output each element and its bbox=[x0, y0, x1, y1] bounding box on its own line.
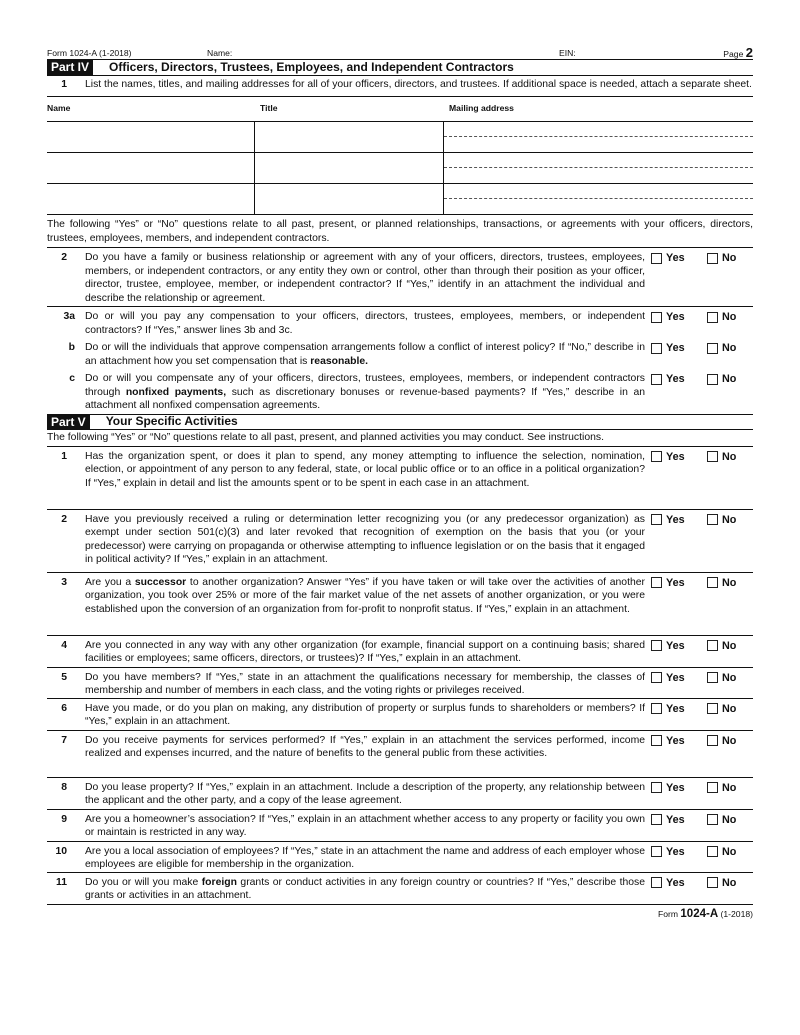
no-label: No bbox=[722, 373, 737, 386]
checkbox-box[interactable] bbox=[707, 877, 718, 888]
checkbox-box[interactable] bbox=[651, 374, 662, 385]
question-text-part: Are you connected in any way with any other organization (for example, financial support on a continuing basis; shared facilities or employees; same officers, directors, or trustees)? If “Yes,” explain in an attachment. bbox=[85, 639, 645, 665]
footer-revision: (1-2018) bbox=[720, 908, 753, 919]
no-checkbox[interactable] bbox=[707, 845, 736, 859]
checkbox-box[interactable] bbox=[651, 253, 662, 264]
question-text-part: Do or will the individuals that approve compensation arrangements follow a conflict of interest policy? If “No,” describe in an attachment how you set compensation that is bbox=[85, 342, 645, 367]
part5-question-10 bbox=[47, 842, 753, 873]
question-number: b bbox=[68, 342, 75, 354]
officer-name-field[interactable] bbox=[47, 184, 254, 215]
question-number: 10 bbox=[55, 845, 67, 857]
checkbox-box[interactable] bbox=[707, 640, 718, 651]
no-checkbox[interactable] bbox=[707, 639, 736, 653]
table-row bbox=[47, 184, 753, 215]
yes-label: Yes bbox=[666, 781, 685, 794]
part4-question-3a bbox=[47, 307, 753, 339]
yes-no-group bbox=[651, 576, 753, 590]
yes-no-group bbox=[651, 845, 753, 859]
yes-no-group bbox=[651, 639, 753, 653]
question-text bbox=[85, 639, 645, 664]
checkbox-box[interactable] bbox=[651, 672, 662, 683]
yes-checkbox[interactable] bbox=[651, 576, 685, 590]
yes-checkbox[interactable] bbox=[651, 251, 685, 265]
question-text bbox=[85, 513, 645, 569]
no-label: No bbox=[722, 639, 737, 652]
part5-tag: Part V bbox=[47, 415, 90, 430]
yes-checkbox[interactable] bbox=[651, 639, 685, 653]
part5-title: Your Specific Activities bbox=[105, 414, 238, 429]
no-label: No bbox=[722, 671, 737, 684]
checkbox-box[interactable] bbox=[707, 451, 718, 462]
col-title: Title bbox=[254, 97, 443, 122]
question-text bbox=[85, 341, 645, 371]
yes-no-group bbox=[651, 702, 753, 716]
question-number: 1 bbox=[61, 450, 67, 462]
checkbox-box[interactable] bbox=[651, 451, 662, 462]
part5-question-1 bbox=[47, 447, 753, 510]
no-label: No bbox=[722, 311, 737, 324]
officer-title-field[interactable] bbox=[254, 153, 443, 184]
part5-question-9 bbox=[47, 810, 753, 842]
question-text-part: Do you receive payments for services performed? If “Yes,” explain in an attachment the services performed, income realized and expenses incurred, and the nature of benefits to the general public from these activities. bbox=[85, 734, 645, 760]
yes-checkbox[interactable] bbox=[651, 372, 685, 386]
part4-question-3c bbox=[47, 371, 753, 414]
question-text: Do or will you pay any compensation to your officers, directors, trustees, employees, members, or independent contractors? If “Yes,” answer lines 3b and 3c. bbox=[85, 311, 645, 336]
question-text-part: Do you have members? If “Yes,” state in an attachment the qualifications necessary for membership, the classes of membership and number of members in each class, and the voting rights or privileges received. bbox=[85, 671, 645, 697]
checkbox-box[interactable] bbox=[707, 514, 718, 525]
no-checkbox[interactable] bbox=[707, 513, 736, 527]
yes-checkbox[interactable] bbox=[651, 876, 685, 890]
part5-question-2 bbox=[47, 510, 753, 573]
yes-checkbox[interactable] bbox=[651, 341, 685, 355]
no-checkbox[interactable] bbox=[707, 251, 736, 265]
officer-title-field[interactable] bbox=[254, 122, 443, 153]
checkbox-box[interactable] bbox=[707, 253, 718, 264]
question-text-part: Have you made, or do you plan on making, any distribution of property or surplus funds to shareholders or members? If “Yes,” explain in an attachment. bbox=[85, 702, 645, 728]
no-label: No bbox=[722, 876, 737, 889]
question-text-part: to another organization? Answer “Yes” if you have taken or will take over the activities of another organization, you took over 25% or more of the fair market value of the net assets of another organization, or you were established upon the conversion of an organization from for-profit to nonprofit status. If “Yes,” explain in an attachment. bbox=[85, 576, 645, 615]
no-checkbox[interactable] bbox=[707, 372, 736, 386]
question-number: 9 bbox=[61, 813, 67, 825]
no-checkbox[interactable] bbox=[707, 671, 736, 685]
yes-checkbox[interactable] bbox=[651, 781, 685, 795]
part5-question-3 bbox=[47, 573, 753, 636]
yes-no-group bbox=[651, 876, 753, 890]
yes-checkbox[interactable] bbox=[651, 702, 685, 716]
question-number: 8 bbox=[61, 781, 67, 793]
yes-no-group bbox=[651, 450, 753, 464]
question-text-bold: successor bbox=[134, 576, 187, 588]
question-number: 5 bbox=[61, 671, 67, 683]
yes-label: Yes bbox=[666, 734, 685, 747]
part5-intro: The following “Yes” or “No” questions relate to all past, present, and planned activities you may conduct. See instructions. bbox=[47, 430, 753, 447]
part5-question-6 bbox=[47, 699, 753, 731]
yes-checkbox[interactable] bbox=[651, 845, 685, 859]
officers-table bbox=[47, 97, 753, 216]
part5-question-5 bbox=[47, 668, 753, 699]
yes-label: Yes bbox=[666, 813, 685, 826]
question-text-bold: reasonable. bbox=[310, 355, 369, 367]
no-label: No bbox=[722, 450, 737, 463]
checkbox-box[interactable] bbox=[651, 703, 662, 714]
part5-question-4 bbox=[47, 636, 753, 668]
no-label: No bbox=[722, 576, 737, 589]
checkbox-box[interactable] bbox=[707, 374, 718, 385]
page-header bbox=[47, 46, 753, 60]
question-text-part: Do you or will you make bbox=[85, 876, 202, 888]
question-text-bold: nonfixed payments, bbox=[125, 386, 227, 398]
officer-address-field[interactable] bbox=[443, 122, 753, 153]
officer-name-field[interactable] bbox=[47, 153, 254, 184]
yes-label: Yes bbox=[666, 702, 685, 715]
checkbox-box[interactable] bbox=[651, 514, 662, 525]
page-footer bbox=[47, 904, 753, 922]
question-text-bold: foreign bbox=[201, 876, 237, 888]
name-label: Name: bbox=[207, 48, 233, 58]
checkbox-box[interactable] bbox=[651, 735, 662, 746]
checkbox-box[interactable] bbox=[651, 577, 662, 588]
no-label: No bbox=[722, 342, 737, 355]
yes-checkbox[interactable] bbox=[651, 310, 685, 324]
footer-form-word: Form bbox=[657, 908, 679, 919]
yes-no-group bbox=[651, 813, 753, 827]
checkbox-box[interactable] bbox=[651, 782, 662, 793]
question-text bbox=[85, 372, 645, 414]
yes-label: Yes bbox=[666, 342, 685, 355]
no-checkbox[interactable] bbox=[707, 576, 736, 590]
officer-title-field[interactable] bbox=[254, 184, 443, 215]
question-text: List the names, titles, and mailing addresses for all of your officers, directors, and trustees. If additional space is needed, attach a separate sheet. bbox=[85, 79, 752, 90]
part5-question-11 bbox=[47, 873, 753, 904]
checkbox-box[interactable] bbox=[707, 343, 718, 354]
no-checkbox[interactable] bbox=[707, 734, 736, 748]
question-number: 2 bbox=[61, 252, 67, 264]
no-checkbox[interactable] bbox=[707, 813, 736, 827]
no-checkbox[interactable] bbox=[707, 310, 736, 324]
no-label: No bbox=[722, 734, 737, 747]
yes-label: Yes bbox=[666, 845, 685, 858]
yes-no-group bbox=[651, 341, 753, 355]
no-checkbox[interactable] bbox=[707, 702, 736, 716]
question-text bbox=[85, 876, 645, 901]
checkbox-box[interactable] bbox=[651, 814, 662, 825]
yes-checkbox[interactable] bbox=[651, 813, 685, 827]
question-text-part: Has the organization spent, or does it plan to spend, any money attempting to influence the selection, nomination, election, or appointment of any person to any federal, state, or local public office or to an office in a political organization? If “Yes,” explain in detail and list the amounts spent or to be spent in each case in an attachment. bbox=[85, 450, 645, 489]
form-page bbox=[47, 46, 753, 922]
part5-question-7 bbox=[47, 731, 753, 778]
checkbox-box[interactable] bbox=[707, 782, 718, 793]
yes-label: Yes bbox=[666, 876, 685, 889]
officers-table-header bbox=[47, 97, 753, 122]
no-label: No bbox=[722, 781, 737, 794]
checkbox-box[interactable] bbox=[707, 846, 718, 857]
question-number: 3 bbox=[61, 576, 67, 588]
yes-label: Yes bbox=[666, 576, 685, 589]
yes-no-group bbox=[651, 372, 753, 386]
part5-heading bbox=[47, 414, 753, 430]
no-checkbox[interactable] bbox=[707, 876, 736, 890]
officer-address-field[interactable] bbox=[443, 153, 753, 184]
part4-question-1 bbox=[47, 76, 753, 97]
no-label: No bbox=[722, 252, 737, 265]
part4-heading bbox=[47, 60, 753, 76]
part4-question-3b bbox=[47, 339, 753, 371]
checkbox-box[interactable] bbox=[651, 312, 662, 323]
part5-question-8 bbox=[47, 778, 753, 810]
page-label: Page bbox=[723, 49, 744, 59]
yes-no-group bbox=[651, 513, 753, 527]
yes-checkbox[interactable] bbox=[651, 450, 685, 464]
question-text bbox=[85, 671, 645, 695]
checkbox-box[interactable] bbox=[707, 814, 718, 825]
footer-form-id: 1024-A bbox=[680, 907, 719, 920]
question-number: 4 bbox=[61, 639, 67, 651]
question-text bbox=[85, 813, 645, 838]
yes-no-group bbox=[651, 671, 753, 685]
no-label: No bbox=[722, 845, 737, 858]
question-text-part: such as discretionary bonuses or revenue-based payments? If “Yes,” describe in an attachment all nonfixed compensation agreements. bbox=[85, 386, 646, 412]
part4-tag: Part IV bbox=[47, 60, 93, 75]
checkbox-box[interactable] bbox=[707, 672, 718, 683]
col-name: Name bbox=[47, 97, 254, 122]
question-number: 3a bbox=[63, 311, 75, 323]
question-text-part: Are you a homeowner’s association? If “Yes,” explain in an attachment whether access to any property or facility you own or maintain is restricted in any way. bbox=[85, 813, 645, 839]
col-address: Mailing address bbox=[443, 97, 753, 122]
yes-label: Yes bbox=[666, 311, 685, 324]
yes-label: Yes bbox=[666, 671, 685, 684]
officer-name-field[interactable] bbox=[47, 122, 254, 153]
part4-question-2 bbox=[47, 248, 753, 307]
question-text bbox=[85, 734, 645, 774]
checkbox-box[interactable] bbox=[651, 343, 662, 354]
part4-title: Officers, Directors, Trustees, Employees, and Independent Contractors bbox=[109, 59, 514, 74]
question-number: c bbox=[69, 373, 75, 385]
table-row bbox=[47, 122, 753, 153]
checkbox-box[interactable] bbox=[707, 703, 718, 714]
question-text-part: Are you a local association of employees? If “Yes,” state in an attachment the name and address of each employer whose employees are eligible for membership in the organization. bbox=[85, 845, 645, 871]
yes-label: Yes bbox=[666, 513, 685, 526]
yes-checkbox[interactable] bbox=[651, 671, 685, 685]
part4-intro: The following “Yes” or “No” questions relate to all past, present, or planned relationships, transactions, or agreements with your officers, directors, trustees, employees, members, and independent contractors. bbox=[47, 215, 753, 248]
checkbox-box[interactable] bbox=[707, 735, 718, 746]
part5-questions bbox=[47, 447, 753, 904]
yes-label: Yes bbox=[666, 450, 685, 463]
question-text-part: Are you a bbox=[85, 576, 135, 588]
yes-no-group bbox=[651, 781, 753, 795]
no-checkbox[interactable] bbox=[707, 450, 736, 464]
yes-no-group bbox=[651, 251, 753, 265]
question-number: 1 bbox=[61, 79, 67, 90]
checkbox-box[interactable] bbox=[651, 877, 662, 888]
yes-label: Yes bbox=[666, 639, 685, 652]
checkbox-box[interactable] bbox=[707, 312, 718, 323]
no-checkbox[interactable] bbox=[707, 781, 736, 795]
question-text-part: grants or conduct activities in any foreign country or countries? If “Yes,” describe those grants or activities in an attachment. bbox=[85, 876, 646, 902]
question-text bbox=[85, 702, 645, 727]
question-number: 2 bbox=[61, 513, 67, 525]
question-text-part: Do or will you compensate any of your officers, directors, trustees, employees, members, or independent contractors through bbox=[85, 373, 645, 398]
page-indicator bbox=[723, 45, 753, 62]
question-number: 7 bbox=[61, 734, 67, 746]
yes-no-group bbox=[651, 310, 753, 324]
no-label: No bbox=[722, 513, 737, 526]
question-text bbox=[85, 576, 645, 632]
table-row bbox=[47, 153, 753, 184]
yes-checkbox[interactable] bbox=[651, 513, 685, 527]
question-text-part: Have you previously received a ruling or determination letter recognizing you (or any predecessor organization) as exempt under section 501(c)(3) and later revoked that recognition of exemption on the basis that you (or your predecessor) were carrying on propaganda or otherwise attempting to influence legislation or on the basis that it engaged in political activity? If “Yes,” explain in an attachment. bbox=[85, 513, 645, 566]
yes-checkbox[interactable] bbox=[651, 734, 685, 748]
question-text bbox=[85, 450, 645, 506]
officer-address-field[interactable] bbox=[443, 184, 753, 215]
question-number: 11 bbox=[56, 876, 67, 888]
checkbox-box[interactable] bbox=[707, 577, 718, 588]
form-label: Form 1024-A (1-2018) bbox=[47, 48, 132, 58]
question-text-part: Do you lease property? If “Yes,” explain in an attachment. Include a description of the property, any relationship between the applicant and the other party, and a copy of the lease agreement. bbox=[85, 781, 645, 807]
no-label: No bbox=[722, 702, 737, 715]
checkbox-box[interactable] bbox=[651, 640, 662, 651]
ein-label: EIN: bbox=[559, 48, 576, 58]
yes-label: Yes bbox=[666, 252, 685, 265]
checkbox-box[interactable] bbox=[651, 846, 662, 857]
page-number: 2 bbox=[745, 45, 753, 60]
no-checkbox[interactable] bbox=[707, 341, 736, 355]
yes-no-group bbox=[651, 734, 753, 748]
question-text bbox=[85, 781, 645, 806]
question-number: 6 bbox=[61, 702, 67, 714]
question-text: Do you have a family or business relationship or agreement with any of your officers, directors, trustees, employees, members, or independent contractors, or any entity they own or control, other than through their position as your officer, director, trustee, employee, member, or independent contractor? If “Yes,” identify in an attachment the individual and describe the relationship or agreement. bbox=[85, 252, 645, 304]
no-label: No bbox=[722, 813, 737, 826]
yes-label: Yes bbox=[666, 373, 685, 386]
question-text bbox=[85, 845, 645, 869]
